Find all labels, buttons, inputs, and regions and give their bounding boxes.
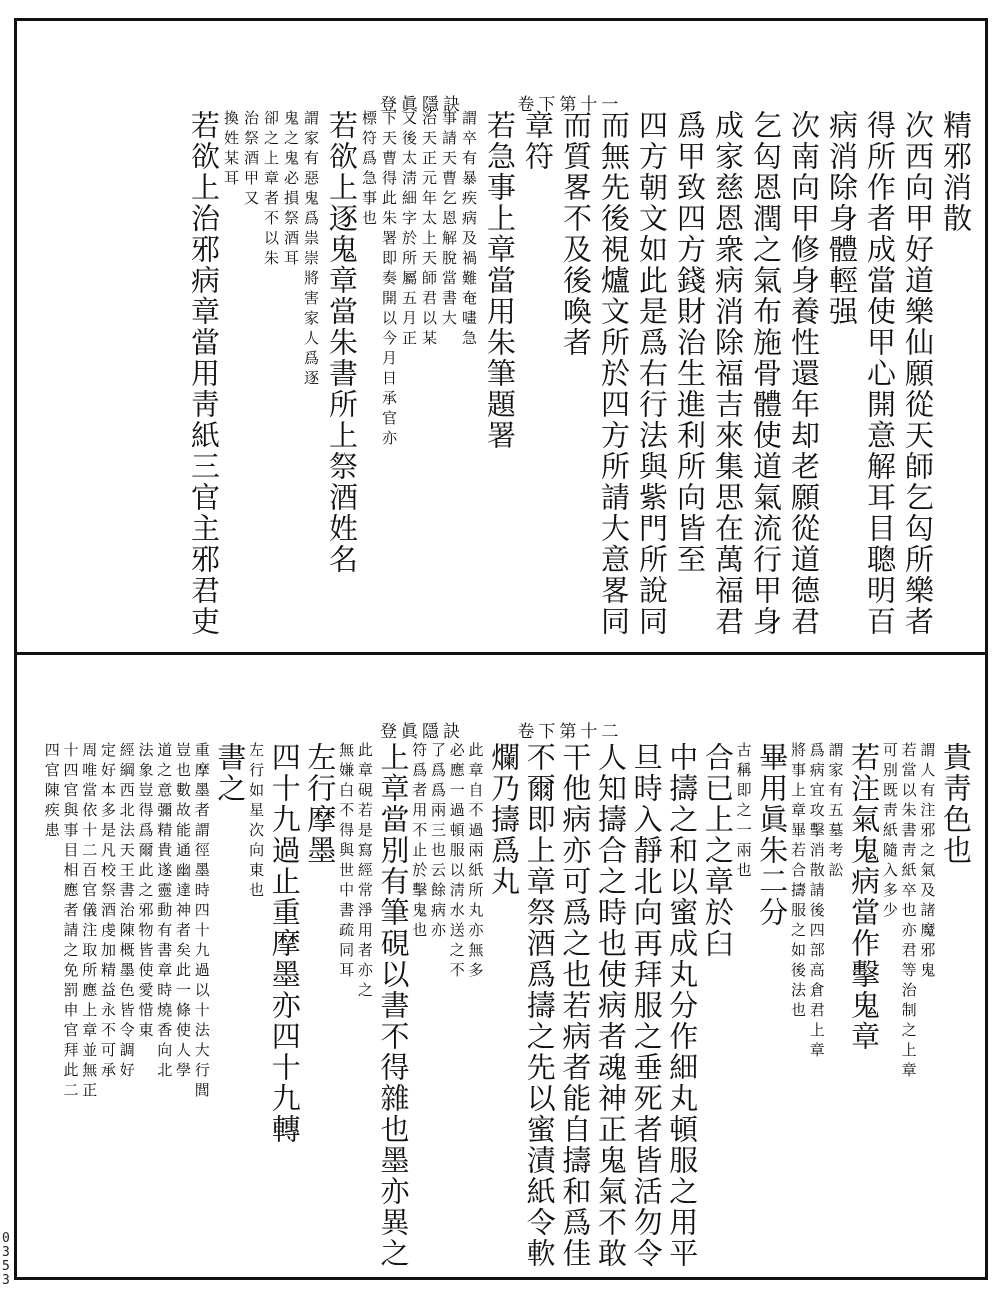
commentary-column: 道之意彌精貴遂靈動有書章時燒香向北 bbox=[155, 742, 174, 1082]
text-column: 精邪消散 bbox=[939, 110, 973, 234]
text-column: 上章當別有筆硯以書不得雜也墨亦異之 bbox=[376, 742, 411, 1269]
commentary-column: 無嫌白不得與世中書疏同耳 bbox=[337, 742, 356, 982]
text-column: 中擣之和以蜜成丸分作細丸頓服之用平 bbox=[665, 742, 700, 1269]
commentary-column: 四官陳疾患 bbox=[42, 742, 61, 842]
text-column: 左行摩墨 bbox=[303, 742, 338, 866]
commentary-column: 十四官與事目相應者請之免罰申官拜此二 bbox=[61, 742, 80, 1102]
commentary-column: 謂人有注邪之氣及諸魔邪鬼 bbox=[918, 742, 937, 982]
page-number: 0 3 5 3 bbox=[2, 1231, 10, 1288]
commentary-column: 又後太淸細字於所屬五月正 bbox=[400, 110, 418, 350]
commentary-column: 經綱西北法天王書治陳概墨色皆令調好 bbox=[117, 742, 136, 1082]
commentary-column: 治祭酒甲又 bbox=[242, 110, 260, 210]
text-column: 四方朝文如此是爲右行法與紫門所說同 bbox=[635, 110, 669, 637]
text-column: 若急事上章當用朱筆題署 bbox=[483, 110, 517, 451]
text-column: 旦時入靜北向再拜服之垂死者皆活勿令 bbox=[629, 742, 664, 1269]
bottom-text-columns bbox=[40, 742, 973, 1269]
bottom-book-title: 登眞隱訣 bbox=[380, 722, 464, 742]
top-page bbox=[40, 40, 973, 640]
top-text-columns bbox=[40, 110, 973, 640]
text-column: 合已上之章於臼 bbox=[700, 742, 735, 959]
text-column: 爛乃擣爲丸 bbox=[487, 742, 522, 897]
top-book-title: 登眞隱訣 bbox=[380, 95, 464, 115]
commentary-column: 了爲爲兩三也云餘病亦 bbox=[429, 742, 447, 942]
bottom-page-heading bbox=[380, 717, 622, 742]
commentary-column: 事請天曹乞恩解脫當書大 bbox=[440, 110, 458, 330]
commentary-column: 周唯當依十二百官儀注取所應上章並無正 bbox=[80, 742, 99, 1102]
commentary-column: 左行如星次向東也 bbox=[247, 742, 266, 902]
commentary-column: 豈也數故能通幽達神者矣此一條使人學 bbox=[174, 742, 192, 1082]
text-column: 病消除身體輕强 bbox=[825, 110, 859, 327]
text-column: 畢用眞朱二分 bbox=[755, 742, 790, 928]
top-juan-label: 卷下第十一 bbox=[517, 95, 623, 115]
commentary-column: 重摩墨者謂徑墨時四十九過以十法大行閭 bbox=[192, 742, 211, 1102]
commentary-column: 法象豈得爲爾此之邪物皆使愛惜東 bbox=[136, 742, 155, 1042]
commentary-column: 卻之上章者不以朱 bbox=[262, 110, 280, 270]
text-column: 若欲上治邪病章當用靑紙三官主邪君吏 bbox=[187, 110, 221, 637]
text-column: 干他病亦可爲之也若病者能自擣和爲佳 bbox=[558, 742, 593, 1269]
commentary-column: 鬼之鬼必損祭酒耳 bbox=[282, 110, 300, 270]
commentary-column: 將事上章畢若合擣服之如後法也 bbox=[789, 742, 807, 1022]
text-column: 次西向甲好道樂仙願從天師乞匃所樂者 bbox=[901, 110, 935, 637]
text-column: 若注氣鬼病當作擊鬼章 bbox=[847, 742, 882, 1052]
commentary-column: 標符爲急事也 bbox=[360, 110, 378, 230]
text-column: 四十九過止重摩墨亦四十九轉 bbox=[267, 742, 302, 1145]
text-column: 而質畧不及後喚者 bbox=[559, 110, 593, 358]
commentary-column: 古稱即之一兩也 bbox=[734, 742, 753, 882]
commentary-column: 下天曹得此朱署即奏開以今月日承官亦 bbox=[380, 110, 398, 450]
commentary-column: 可別既靑紙隨入多少 bbox=[880, 742, 899, 922]
commentary-column: 換姓某耳 bbox=[222, 110, 240, 190]
text-column: 人知擣合之時也使病者魂神正鬼氣不敢 bbox=[594, 742, 628, 1269]
page-divider bbox=[14, 652, 988, 655]
commentary-column: 此章自不過兩紙所丸亦無多 bbox=[466, 742, 485, 982]
commentary-column: 謂家有五墓考訟 bbox=[826, 742, 845, 882]
bottom-page bbox=[40, 672, 973, 1269]
commentary-column: 定好本多是凡校祭酒虔加精益永不可承 bbox=[99, 742, 117, 1082]
text-column: 乞匃恩潤之氣布施骨體使道氣流行甲身 bbox=[749, 110, 783, 637]
commentary-column: 必應一過頓服以淸水送之不 bbox=[447, 742, 466, 982]
commentary-column: 謂卒有暴疾病及禍難奄㗲急 bbox=[460, 110, 478, 350]
text-column: 爲甲致四方錢財治生進利所向皆至 bbox=[673, 110, 707, 575]
text-column: 而無先後視爐文所於四方所請大意畧同 bbox=[597, 110, 631, 637]
text-column: 得所作者成當使甲心開意解耳目聰明百 bbox=[863, 110, 897, 637]
bottom-juan-label: 卷下第十二 bbox=[517, 722, 623, 742]
text-column: 若欲上逐鬼章當朱書所上祭酒姓名 bbox=[325, 110, 359, 575]
commentary-column: 符爲者用不止於擊鬼也 bbox=[410, 742, 429, 942]
commentary-column: 治天正元年太上天師君以某 bbox=[420, 110, 438, 350]
text-column: 不爾即上章祭酒爲擣之先以蜜漬紙令軟 bbox=[522, 742, 557, 1269]
text-column: 次南向甲修身養性還年却老願從道德君 bbox=[787, 110, 821, 637]
commentary-column: 謂家有惡鬼爲祟崇將害家人爲逐 bbox=[302, 110, 320, 390]
commentary-column: 此章硯若是寫經常淨用者亦之 bbox=[355, 742, 374, 1002]
text-column: 章符 bbox=[521, 110, 555, 172]
commentary-column: 若當以朱書靑紙卒也亦君等治制之上章 bbox=[899, 742, 918, 1082]
text-column: 成家慈恩衆病消除福吉來集思在萬福君 bbox=[711, 110, 745, 637]
commentary-column: 爲病宜攻擊消散請後四部高倉君上章 bbox=[807, 742, 826, 1062]
text-column: 書之 bbox=[213, 742, 248, 804]
text-column: 貴靑色也 bbox=[939, 742, 973, 866]
